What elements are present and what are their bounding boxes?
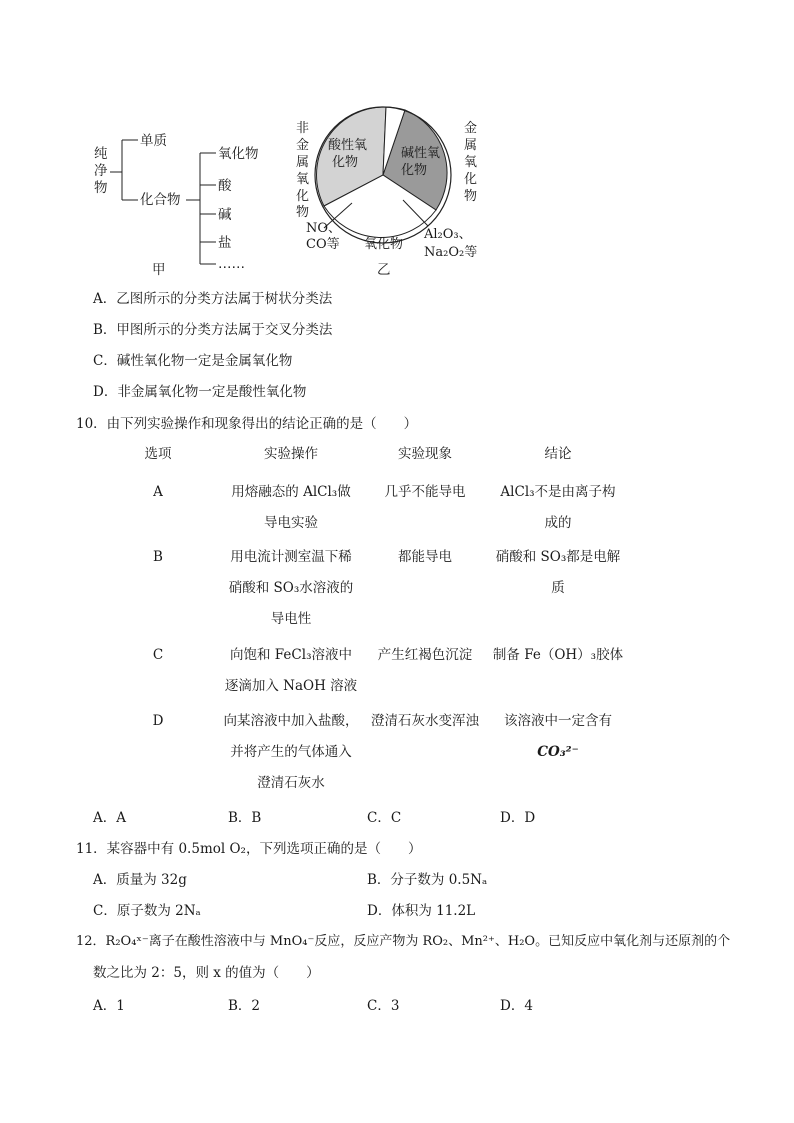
table-header-conclusion: 结论: [544, 446, 572, 462]
q11-option-a[interactable]: A．质量为 32g: [93, 872, 187, 888]
metal-oxide-label: 化: [464, 172, 478, 187]
table-row-b-conclusion: 硝酸和 SO₃都是电解: [495, 549, 621, 565]
metal-oxide-label: 物: [464, 189, 478, 204]
table-row-d-operation: 并将产生的气体通入: [230, 744, 352, 760]
nonmetal-oxide-label: 氧: [296, 172, 310, 187]
table-row-a-phenomenon: 几乎不能导电: [384, 484, 466, 500]
q12-option-a[interactable]: A．1: [93, 998, 125, 1014]
table-row-c-operation: 向饱和 FeCl₃溶液中: [230, 647, 352, 663]
nonmetal-oxide-label: 非: [296, 121, 310, 136]
table-row-a-conclusion: 成的: [544, 515, 572, 531]
tree-root-char: 净: [94, 163, 108, 179]
q11-option-c[interactable]: C．原子数为 2Nₐ: [93, 903, 201, 919]
table-header-operation: 实验操作: [264, 446, 318, 462]
tree-leaf-salt: 盐: [218, 235, 232, 251]
table-row-d-conclusion: 该溶液中一定含有: [504, 713, 612, 729]
q11-option-b[interactable]: B．分子数为 0.5Nₐ: [367, 872, 488, 888]
table-row-c-conclusion: 制备 Fe（OH）₃胶体: [492, 647, 624, 663]
table-row-b-phenomenon: 都能导电: [398, 549, 452, 565]
tree-root-char: 纯: [94, 146, 108, 162]
table-row-d-operation: 澄清石灰水: [257, 775, 325, 791]
table-row-d-operation: 向某溶液中加入盐酸，: [223, 713, 359, 729]
table-row-c-operation: 逐滴加入 NaOH 溶液: [224, 678, 358, 694]
q12-stem-line2: 数之比为 2：5，则 x 的值为（ ）: [93, 965, 320, 981]
tree-root-char: 物: [94, 180, 108, 196]
nonmetal-oxide-label: 金: [296, 138, 310, 153]
table-row-b-operation: 硝酸和 SO₃水溶液的: [228, 580, 354, 596]
q11-option-d[interactable]: D．体积为 11.2L: [367, 903, 476, 919]
classification-figure: [0, 0, 794, 290]
figure-caption-yi: 乙: [377, 262, 391, 278]
no-co-label: NO、: [306, 221, 342, 236]
no-co-label: CO等: [306, 237, 340, 252]
tree-node-elemental: 单质: [140, 133, 167, 149]
nonmetal-oxide-label: 属: [296, 155, 310, 170]
q10-answer-c[interactable]: C．C: [367, 810, 402, 826]
q9-option-d[interactable]: D．非金属氧化物一定是酸性氧化物: [93, 384, 307, 400]
tree-node-compound: 化合物: [140, 192, 181, 208]
tree-leaf-base: 碱: [218, 207, 232, 223]
metal-oxide-label: 属: [464, 138, 478, 153]
nonmetal-oxide-label: 化: [296, 189, 310, 204]
table-row-a-operation: 用熔融态的 AlCl₃做: [231, 484, 351, 500]
na2o2-label: Na₂O₂等: [424, 245, 478, 260]
table-row-b-option: B: [153, 549, 163, 565]
figure-caption-jia: 甲: [152, 262, 166, 278]
table-row-c-option: C: [152, 647, 164, 663]
basic-oxide-label: 化物: [401, 163, 428, 178]
table-header-phenomenon: 实验现象: [398, 446, 452, 462]
acidic-oxide-label: 酸性氧: [328, 138, 368, 153]
basic-oxide-label: 碱性氧: [401, 146, 441, 161]
q10-stem: 10．由下列实验操作和现象得出的结论正确的是（ ）: [76, 416, 418, 432]
q10-answer-b[interactable]: B．B: [228, 810, 262, 826]
q11-stem: 11．某容器中有 0.5mol O₂，下列选项正确的是（ ）: [76, 841, 422, 857]
q9-option-c[interactable]: C．碱性氧化物一定是金属氧化物: [93, 353, 293, 369]
acidic-oxide-label: 化物: [332, 155, 359, 170]
table-row-b-operation: 用电流计测室温下稀: [230, 549, 352, 565]
q9-option-a[interactable]: A．乙图所示的分类方法属于树状分类法: [93, 291, 333, 307]
tree-leaf-ellipsis: ……: [218, 256, 245, 272]
table-row-a-option: A: [153, 484, 163, 500]
oxide-bottom-label: 氧化物: [364, 237, 404, 252]
metal-oxide-label: 氧: [464, 155, 478, 170]
table-header-option: 选项: [144, 446, 172, 462]
q12-option-d[interactable]: D．4: [500, 998, 533, 1014]
table-row-c-phenomenon: 产生红褐色沉淀: [377, 647, 473, 663]
metal-oxide-label: 金: [464, 121, 478, 136]
al2o3-label: Al₂O₃、: [424, 227, 472, 242]
q12-option-c[interactable]: C．3: [367, 998, 400, 1014]
tree-diagram-jia: [94, 133, 259, 278]
q12-stem-line1: 12．R₂O₄ˣ⁻离子在酸性溶液中与 MnO₄⁻反应，反应产物为 RO₂、Mn²⁺、H₂O。已知反应中氧化剂与还原剂的个: [76, 934, 731, 949]
nonmetal-oxide-label: 物: [296, 205, 310, 220]
table-row-b-operation: 导电性: [270, 611, 312, 627]
q10-answer-d[interactable]: D．D: [500, 810, 536, 826]
table-row-d-phenomenon: 澄清石灰水变浑浊: [371, 713, 479, 729]
table-row-b-conclusion: 质: [551, 580, 565, 596]
circle-diagram-yi: [296, 107, 477, 278]
q9-option-b[interactable]: B．甲图所示的分类方法属于交叉分类法: [93, 322, 333, 338]
q12-option-b[interactable]: B．2: [228, 998, 261, 1014]
table-row-a-operation: 导电实验: [264, 515, 318, 531]
table-row-a-conclusion: AlCl₃不是由离子构: [500, 484, 616, 500]
table-row-d-conclusion-ion: CO₃²⁻: [537, 744, 579, 760]
tree-leaf-acid: 酸: [218, 178, 232, 194]
table-row-d-option: D: [152, 713, 164, 729]
q10-answer-a[interactable]: A．A: [93, 810, 126, 826]
tree-leaf-oxide: 氧化物: [218, 146, 259, 162]
